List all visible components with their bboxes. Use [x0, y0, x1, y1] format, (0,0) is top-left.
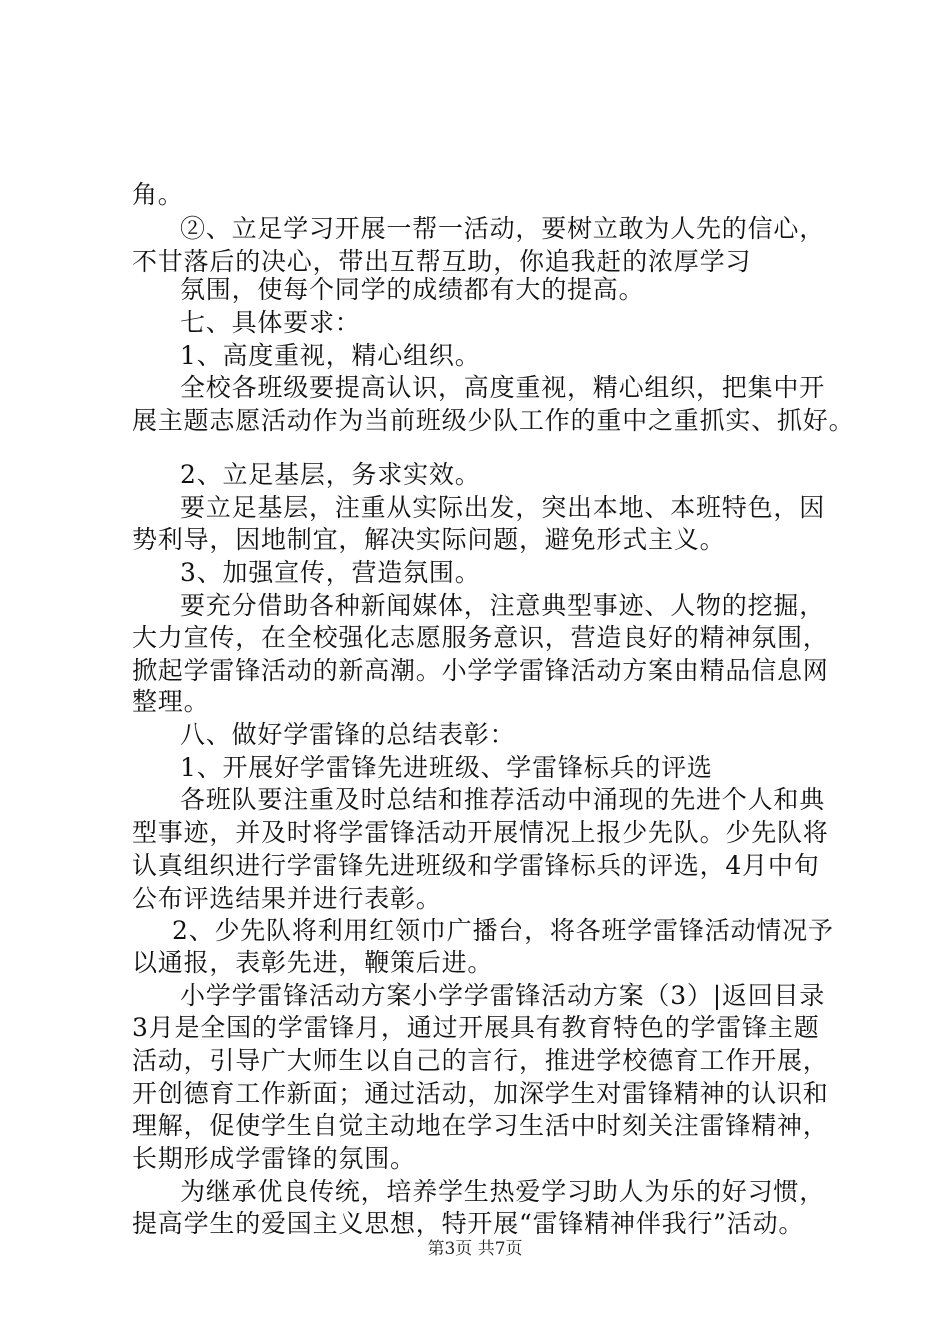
text-line: 开创德育工作新面；通过活动，加深学生对雷锋精神的认识和	[132, 1079, 829, 1108]
text-line: 为继承优良传统，培养学生热爱学习助人为乐的好习惯，	[180, 1177, 826, 1206]
text-line: 小学学雷锋活动方案小学学雷锋活动方案（3）|返回目录	[180, 981, 826, 1010]
text-line: 以通报，表彰先进，鞭策后进。	[132, 948, 494, 977]
text-line: 势利导，因地制宜，解决实际问题，避免形式主义。	[132, 525, 726, 554]
text-line: 活动，引导广大师生以自己的言行，推进学校德育工作开展，	[132, 1046, 829, 1075]
subsection-heading: 1、开展好学雷锋先进班级、学雷锋标兵的评选	[180, 753, 713, 782]
text-line: ②、立足学习开展一帮一活动，要树立敢为人先的信心，	[180, 214, 826, 243]
text-line: 2、少先队将利用红领巾广播台，将各班学雷锋活动情况予	[172, 916, 834, 945]
text-line: 全校各班级要提高认识，高度重视，精心组织，把集中开	[180, 373, 826, 402]
text-line: 提高学生的爱国主义思想，特开展“雷锋精神伴我行”活动。	[132, 1209, 805, 1238]
text-line: 不甘落后的决心，带出互帮互助，你追我赶的浓厚学习	[132, 247, 752, 276]
subsection-heading: 2、立足基层，务求实效。	[180, 460, 481, 489]
text-line: 掀起学雷锋活动的新高潮。小学学雷锋活动方案由精品信息网	[132, 656, 829, 685]
section-heading: 七、具体要求：	[180, 308, 361, 337]
text-line: 长期形成学雷锋的氛围。	[132, 1144, 416, 1173]
page-number-footer: 第3页 共7页	[427, 1239, 523, 1259]
text-line: 角。	[132, 180, 184, 209]
text-line: 各班队要注重及时总结和推荐活动中涌现的先进个人和典	[180, 785, 826, 814]
text-line: 公布评选结果并进行表彰。	[132, 884, 442, 913]
text-line: 认真组织进行学雷锋先进班级和学雷锋标兵的评选，4月中旬	[132, 851, 820, 880]
text-line: 型事迹，并及时将学雷锋活动开展情况上报少先队。少先队将	[132, 818, 829, 847]
text-line: 3月是全国的学雷锋月，通过开展具有教育特色的学雷锋主题	[132, 1013, 820, 1042]
text-line: 要充分借助各种新闻媒体，注意典型事迹、人物的挖掘，	[180, 591, 826, 620]
text-line: 展主题志愿活动作为当前班级少队工作的重中之重抓实、抓好。	[132, 406, 855, 435]
text-line: 要立足基层，注重从实际出发，突出本地、本班特色，因	[180, 493, 826, 522]
text-line: 理解，促使学生自觉主动地在学习生活中时刻关注雷锋精神，	[132, 1111, 829, 1140]
section-heading: 八、做好学雷锋的总结表彰：	[180, 720, 516, 749]
subsection-heading: 1、高度重视，精心组织。	[180, 341, 481, 370]
text-line: 整理。	[132, 687, 210, 716]
subsection-heading: 3、加强宣传，营造氛围。	[180, 558, 481, 587]
text-line: 氛围，使每个同学的成绩都有大的提高。	[180, 275, 645, 304]
text-line: 大力宣传，在全校强化志愿服务意识，营造良好的精神氛围，	[132, 623, 829, 652]
